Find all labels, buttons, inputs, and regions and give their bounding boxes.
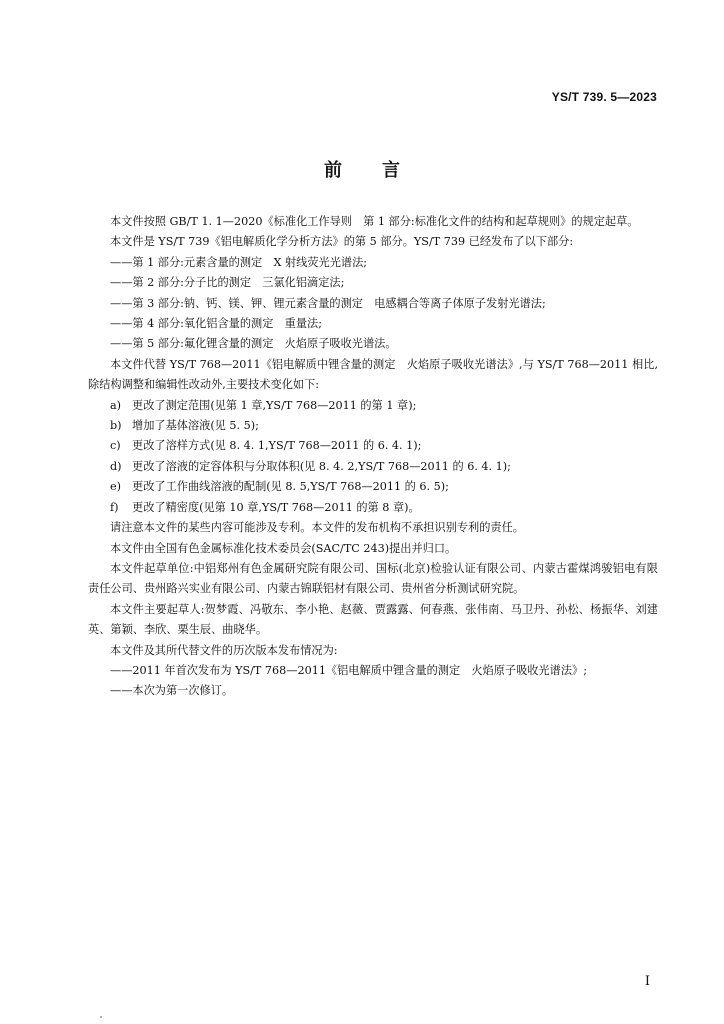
history-list-item: ——本次为第一次修订。: [110, 684, 234, 698]
change-text: 增加了基体溶液(见 5. 5);: [132, 419, 259, 433]
change-list-item: [88, 396, 658, 416]
part-list-item: ——第 1 部分:元素含量的测定 X 射线荧光光谱法;: [110, 255, 368, 269]
paragraph-patent-notice: 请注意本文件的某些内容可能涉及专利。本文件的发布机构不承担识别专利的责任。: [110, 521, 524, 535]
change-list-item: [88, 416, 658, 436]
paragraph-history-intro: 本文件及其所代替文件的历次版本发布情况为:: [110, 643, 338, 657]
change-list-item: [88, 457, 658, 477]
list-marker: b): [110, 419, 122, 433]
page-title: 前言: [324, 160, 440, 181]
list-marker: c): [110, 439, 121, 453]
part-list-item: ——第 3 部分:钠、钙、镁、钾、锂元素含量的测定 电感耦合等离子体原子发射光谱法;: [110, 296, 546, 310]
part-list-item: ——第 5 部分:氟化锂含量的测定 火焰原子吸收光谱法。: [110, 337, 397, 351]
change-list-item: [88, 498, 658, 518]
change-text: 更改了精密度(见第 10 章,YS/T 768—2011 的第 8 章)。: [132, 500, 420, 514]
list-marker: a): [110, 398, 122, 412]
change-text: 更改了工作曲线溶液的配制(见 8. 5,YS/T 768—2011 的 6. 5);: [132, 480, 449, 494]
paragraph-committee: 本文件由全国有色金属标准化技术委员会(SAC/TC 243)提出并归口。: [110, 541, 457, 555]
page-number: I: [644, 974, 650, 989]
list-marker: f): [110, 500, 119, 514]
list-marker: d): [110, 459, 122, 473]
scan-speck: [100, 1016, 102, 1018]
part-list-item: ——第 2 部分:分子比的测定 三氯化铝滴定法;: [110, 276, 345, 290]
change-list-item: [88, 477, 658, 497]
part-list-item: ——第 4 部分:氧化铝含量的测定 重量法;: [110, 317, 322, 331]
document-code: YS/T 739. 5—2023: [551, 90, 657, 104]
history-list-item: ——2011 年首次发布为 YS/T 768—2011《铝电解质中锂含量的测定 火焰原子吸收光谱法》;: [110, 663, 588, 677]
paragraph-series-intro: 本文件是 YS/T 739《铝电解质化学分析方法》的第 5 部分。YS/T 739 已经发布了以下部分:: [110, 235, 574, 249]
paragraph-drafting-rules: 本文件按照 GB/T 1. 1—2020《标准化工作导则 第 1 部分:标准化文件的结构和起草规则》的规定起草。: [110, 215, 639, 228]
change-list-item: [88, 436, 658, 456]
change-text: 更改了溶液的定容体积与分取体积(见 8. 4. 2,YS/T 768—2011 的 6. 4. 1);: [132, 459, 511, 473]
paragraph-drafting-units: 本文件起草单位:中铝郑州有色金属研究院有限公司、国标(北京)检验认证有限公司、内蒙古霍煤鸿骏铝电有限责任公司、贵州路兴实业有限公司、内蒙古锦联铝材有限公司、贵州省分析测试研究院。: [88, 561, 658, 596]
document-body: [88, 212, 658, 702]
paragraph-replacement: 本文件代替 YS/T 768—2011《铝电解质中锂含量的测定 火焰原子吸收光谱法》,与 YS/T 768—2011 相比,除结构调整和编辑性改动外,主要技术变化如下:: [88, 357, 658, 392]
change-text: 更改了测定范围(见第 1 章,YS/T 768—2011 的第 1 章);: [132, 398, 417, 412]
list-marker: e): [110, 480, 121, 494]
paragraph-drafters: 本文件主要起草人:贺梦霞、冯敬东、李小艳、赵薇、贾露露、何春燕、张伟南、马卫丹、孙松、杨振华、刘建英、第颖、李欣、栗生辰、曲晓华。: [88, 602, 658, 637]
change-text: 更改了溶样方式(见 8. 4. 1,YS/T 768—2011 的 6. 4. 1);: [132, 439, 422, 453]
